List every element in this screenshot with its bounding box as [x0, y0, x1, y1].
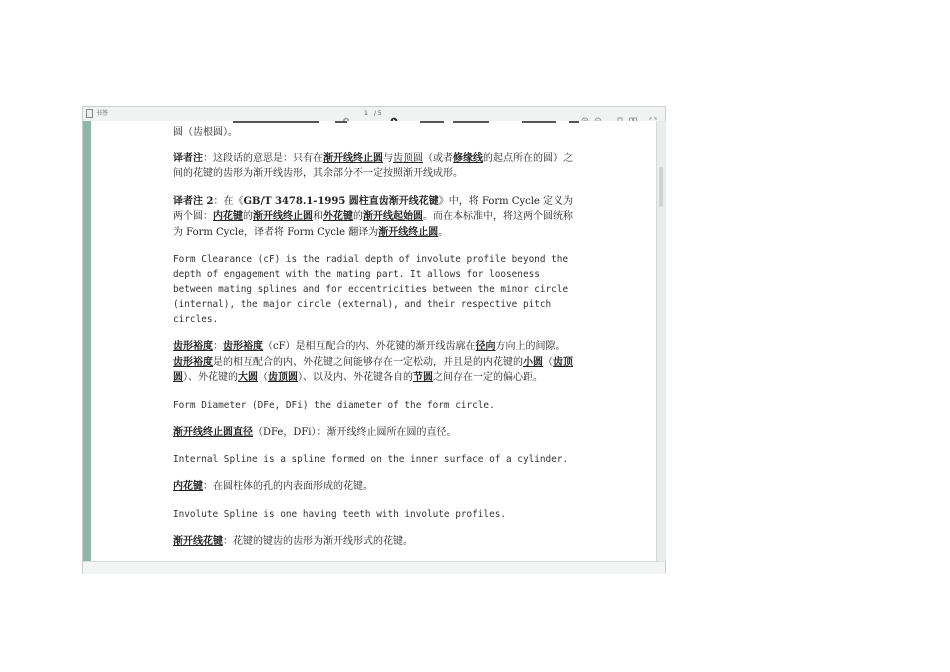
note-label: 译者注 — [173, 152, 203, 164]
term-link: 内花键 — [213, 211, 243, 222]
term-link: 渐开线花键 — [173, 535, 223, 547]
status-bar — [83, 561, 665, 574]
term-link: 渐开线终止圆 — [253, 211, 313, 222]
term-link: 齿顶圆 — [268, 372, 298, 383]
bookmark-icon[interactable] — [86, 109, 93, 118]
bookmark-label[interactable]: 书签 — [96, 110, 109, 117]
chinese-definition — [173, 479, 573, 495]
prior-line-fragment — [522, 121, 556, 123]
note-text: 的起点所在的圆）之间的花键的齿形为渐开线齿形，其余部分不一定按照渐开线成形。 — [173, 152, 573, 179]
definition-text: ： — [213, 341, 223, 352]
next-page-icon[interactable] — [390, 110, 398, 118]
translator-note-1 — [173, 151, 573, 182]
english-definition: Form Diameter (DFe, DFi) the diameter of the form circle. — [173, 399, 495, 411]
fit-icon[interactable] — [649, 110, 657, 118]
page-number-total: / 5 — [374, 110, 382, 117]
term-link: 渐开线终止圆 — [378, 226, 439, 238]
english-definition: Form Clearance (cF) is the radial depth of involute profile beyond the depth of engagement with the mating part. It allows for looseness between mating splines and for eccentricities between the minor circle (internal), the major circle (external), and their respective pitch circles. — [173, 254, 569, 325]
term-link: 渐开线终止圆直径 — [173, 426, 253, 438]
term-link: 修缘线 — [453, 152, 483, 164]
term-link: 大圆 — [238, 372, 258, 383]
definition-text: ）、以及内、外花键各自的 — [298, 372, 413, 383]
definition-text: ：花键的键齿的齿形为渐开线形式的花键。 — [223, 535, 413, 547]
term-link: 齿顶圆 — [393, 152, 423, 164]
english-definition: Internal Spline is a spline formed on the inner surface of a cylinder. — [173, 454, 569, 465]
definition-text: （DFe，DFi）：渐开线终止圆所在圆的直径。 — [253, 426, 457, 438]
single-page-icon[interactable] — [616, 110, 624, 118]
note-text: ：这段话的意思是：只有在 — [203, 152, 323, 164]
term-link: 径向 — [475, 341, 496, 352]
term-link: 内花键 — [173, 481, 203, 492]
definition-text: （ — [543, 356, 553, 368]
note-text: 和 — [313, 211, 323, 222]
term-link: 小圆 — [523, 356, 543, 368]
chinese-definition — [173, 534, 573, 550]
term-link: 齿形裕度 — [173, 356, 213, 368]
prior-line-fragment — [420, 121, 444, 123]
term-link: 齿顶圆 — [173, 356, 573, 383]
definition-text: 之间存在一定的偏心距。 — [433, 372, 543, 383]
definition-text: ：在圆柱体的孔的内表面形成的花键。 — [203, 481, 373, 492]
scrollbar-thumb[interactable] — [659, 167, 663, 207]
term-link: 节圆 — [413, 372, 433, 383]
note-label: 译者注 2 — [173, 195, 214, 207]
prior-line-fragment — [335, 121, 347, 123]
standard-title: GB/T 3478.1-1995 圆柱直齿渐开线花键 — [243, 195, 439, 207]
two-page-icon[interactable] — [629, 110, 637, 118]
paragraph-continuation — [173, 125, 573, 141]
term-link: 渐开线起始圆 — [363, 211, 423, 222]
term-link: 渐开线终止圆 — [323, 152, 383, 164]
definition-text: （cF）是相互配合的内、外花键的渐开线齿廓在 — [263, 341, 476, 352]
pdf-viewer-window — [82, 106, 666, 574]
note-text: 的 — [353, 211, 363, 222]
term-link: 外花键 — [323, 211, 353, 222]
english-definition: Involute Spline is one having teeth with involute profiles. — [173, 508, 507, 520]
document-text — [173, 125, 573, 561]
note-text: 与 — [383, 152, 393, 164]
note-text: 。而在本标准中，将这两个圆统称为 Form Cycle，译者将 Form Cycle 翻译为 — [173, 211, 573, 238]
prior-line-fragment — [453, 121, 489, 123]
term-link: 齿形裕度 — [173, 341, 213, 352]
translator-note-2 — [173, 194, 573, 241]
note-text: 的 — [243, 211, 253, 222]
note-text: 。 — [438, 226, 449, 238]
left-side-rail — [83, 121, 91, 561]
viewer-toolbar — [83, 107, 665, 122]
definition-text: 是的相互配合的内、外花键之间能够存在一定松动，并且是的内花键的 — [213, 356, 523, 368]
page-number-current[interactable]: 1 — [364, 110, 368, 117]
chinese-definition — [173, 339, 573, 386]
zoom-out-icon[interactable] — [594, 110, 602, 118]
definition-text: （ — [258, 372, 268, 383]
note-text: 》中，将 Form Cycle 定义为两个圆： — [173, 195, 573, 222]
note-text: ：在《 — [213, 195, 244, 207]
prev-page-icon[interactable] — [342, 110, 350, 118]
chinese-definition — [173, 425, 573, 441]
note-text: （或者 — [423, 152, 453, 164]
definition-text: 方向上的间隙。 — [495, 341, 566, 352]
prior-line-fragment — [233, 121, 319, 123]
text-line: 圆（齿根圆）。 — [173, 127, 238, 138]
document-page — [91, 121, 656, 561]
vertical-scrollbar[interactable] — [656, 121, 666, 561]
definition-text: ）、外花键的 — [183, 372, 238, 383]
prior-line-fragment — [569, 121, 579, 123]
term-link: 齿形裕度 — [223, 341, 263, 352]
zoom-in-icon[interactable] — [581, 110, 589, 118]
